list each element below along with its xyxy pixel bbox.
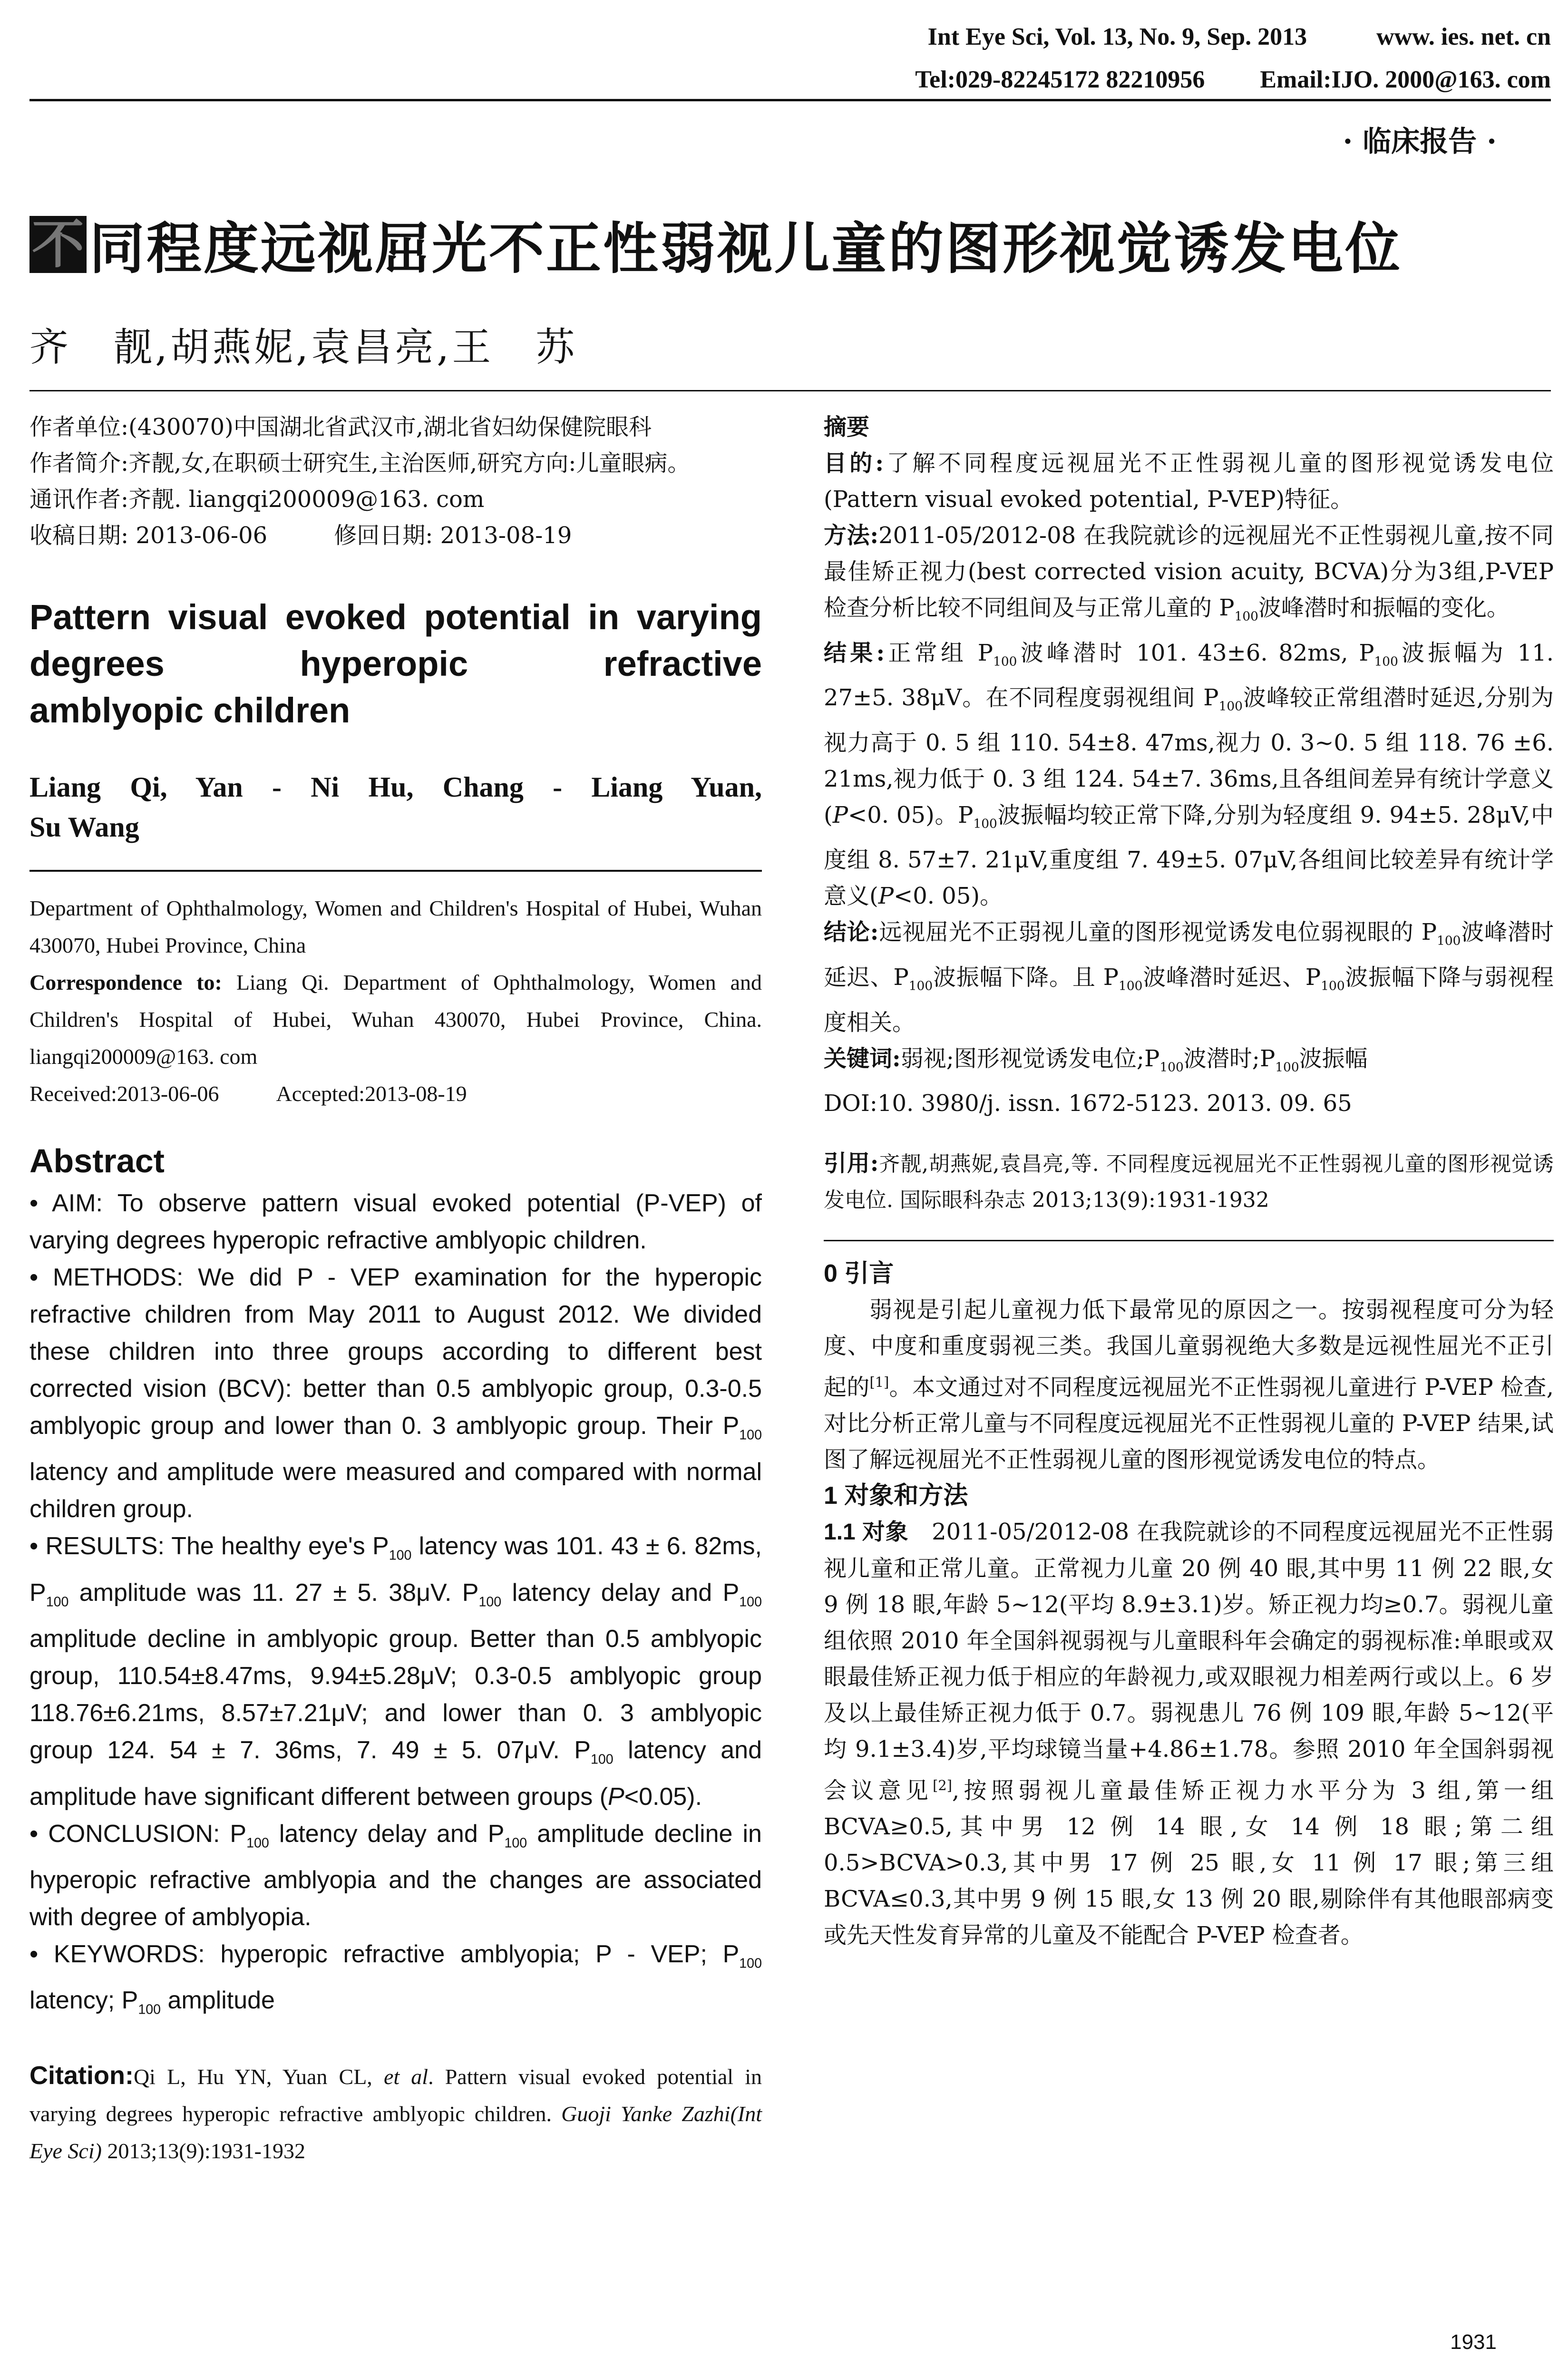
correspondence-label: Correspondence to: <box>29 970 222 994</box>
kw-text-c: amplitude <box>161 1987 275 2015</box>
citation-text-a: Qi L, Hu YN, Yuan CL, <box>133 2064 384 2089</box>
abstract-results <box>29 1528 762 1815</box>
citation-etal: et al <box>383 2064 429 2089</box>
citation-text-c: 2013;13(9):1931-1932 <box>101 2138 305 2163</box>
journal-website: www. ies. net. cn <box>1376 23 1551 50</box>
results-text-e: amplitude decline in amblyopic group. Better than 0.5 amblyopic group, 110.54±8.47ms, 9.94±5.28μV; 0.3-0.5 amblyopic group 118.76±6.21ms, 8.57±7.21μV; and lower than 0. 3 amblyopic group 124. 54 ± 7. 36ms, 7. 49 ± 5. 07μV. P <box>29 1625 762 1764</box>
sub-100: 100 <box>908 978 933 994</box>
sub-100: 100 <box>739 1427 762 1443</box>
result-cn-p: P <box>832 801 848 828</box>
sub-100: 100 <box>138 2002 161 2017</box>
sub-100: 100 <box>504 1835 527 1851</box>
concl-text-a: • CONCLUSION: P <box>29 1820 247 1848</box>
result-cn-text-a: 正常组 P <box>885 639 993 666</box>
journal-email: Email:IJO. 2000@163. com <box>1260 66 1551 93</box>
results-p: P <box>608 1783 624 1811</box>
sub-100: 100 <box>1321 978 1345 994</box>
results-text-c: amplitude was 11. 27 ± 5. 38μV. P <box>68 1578 479 1607</box>
title-en-line2: degrees hyperopic refractive <box>29 644 762 683</box>
header-rule <box>29 99 1551 101</box>
sub-100: 100 <box>1234 609 1258 624</box>
authors-en-line1: Liang Qi, Yan - Ni Hu, Chang - Liang Yuan, <box>29 771 762 803</box>
subjects-text-a: 2011-05/2012-08 在我院就诊的不同程度远视屈光不正性弱视儿童和正常儿童。正常视力儿童 20 例 40 眼,其中男 11 例 22 眼,女 9 例 18 眼,年龄 5~12(平均 8.9±3.1)岁。矫正视力均≥0.7。弱视儿童组依照 2010 年全国斜视弱视与儿童眼科年会确定的弱视标准:单眼或双眼最佳矫正视力低于相应的年龄视力,或双眼视力相差两行或以上。6 岁及以上最佳矫正视力低于 0.7。弱视患儿 76 例 109 眼,年龄 5~12(平均 9.1±3.4)岁,平均球镜当量+4.86±1.78。参照 2010 年全国斜弱视会议意见 <box>824 1519 1554 1804</box>
aim-cn-label: 目的: <box>824 450 884 477</box>
concl-cn-label: 结论: <box>824 919 879 946</box>
subjects-ref: [2] <box>933 1777 952 1794</box>
concl-cn-text-c: 波振幅下降。且 P <box>933 964 1119 991</box>
sub-100: 100 <box>1218 699 1243 714</box>
title-en <box>29 594 762 734</box>
aim-cn <box>824 445 1554 517</box>
dates-en <box>29 1075 762 1112</box>
intro-text-b: 。本文通过对不同程度远视屈光不正性弱视儿童进行 P-VEP 检查,对比分析正常儿童与不同程度远视屈光不正性弱视儿童的 P-VEP 结果,试图了解远视屈光不正性弱视儿童的图形视觉诱发电位的特点。 <box>824 1374 1554 1473</box>
dates-cn <box>29 517 762 554</box>
page-number: 1931 <box>1450 2330 1497 2354</box>
sub-100: 100 <box>973 816 997 831</box>
title-first-char: 不 <box>29 216 87 273</box>
concl-cn-text-d: 波峰潜时延迟、P <box>1142 964 1321 991</box>
result-cn-text-e: <0. 05)。P <box>848 801 974 828</box>
kw-cn-text-c: 波振幅 <box>1299 1045 1368 1072</box>
journal-contact <box>915 66 1551 94</box>
result-cn-text-b: 波峰潜时 101. 43±6. 82ms, P <box>1017 639 1374 666</box>
sub-100: 100 <box>590 1752 614 1767</box>
abstract-aim: • AIM: To observe pattern visual evoked potential (P-VEP) of varying degrees hyperopic refractive amblyopic children. <box>29 1189 762 1254</box>
result-cn-text-c: 波振幅为 11. 27±5. 38μV。在不同程度弱视组间 P <box>824 639 1554 711</box>
results-text-f: latency and amplitude have significant different between groups ( <box>29 1736 762 1811</box>
sub-100: 100 <box>739 1594 762 1610</box>
citation-label: Citation: <box>29 2061 134 2090</box>
authors-cn: 齐 靓,胡燕妮,袁昌亮,王 苏 <box>29 325 578 370</box>
received-cn: 收稿日期: 2013-06-06 <box>29 522 268 549</box>
sub-100: 100 <box>389 1548 412 1563</box>
intro-heading: 0 引言 <box>824 1260 894 1288</box>
kw-cn-text-a: 弱视;图形视觉诱发电位;P <box>900 1045 1160 1072</box>
correspondence-text: Liang Qi. Department of Ophthalmology, Women and Children's Hospital of Hubei, Wuhan 430070, Hubei Province, China. liangqi200009@163. com <box>29 970 762 1069</box>
abstract-heading: Abstract <box>29 1142 165 1179</box>
author-bio-cn: 作者简介:齐靓,女,在职硕士研究生,主治医师,研究方向:儿童眼病。 <box>29 450 691 477</box>
kw-text-a: • KEYWORDS: hyperopic refractive amblyopia; P - VEP; P <box>29 1940 740 1968</box>
cite-cn <box>824 1145 1554 1218</box>
results-text-d: latency delay and P <box>501 1578 740 1607</box>
received-en: Received:2013-06-06 <box>29 1081 219 1106</box>
intro-text <box>824 1292 1554 1478</box>
sub-100: 100 <box>993 654 1017 669</box>
subjects-text-b: ,按照弱视儿童最佳矫正视力水平分为 3 组,第一组 BCVA≥0.5,其中男 12 例 14 眼,女 14 例 18 眼;第二组 0.5>BCVA>0.3,其中男 17 例 25 眼,女 11 例 17 眼;第三组 BCVA≤0.3,其中男 9 例 15 眼,女 13 例 20 眼,剔除伴有其他眼部病变或先天性发育异常的儿童及不能配合 P-VEP 检查者。 <box>824 1777 1554 1949</box>
journal-tel: Tel:029-82245172 82210956 <box>915 66 1205 93</box>
left-column <box>29 409 762 2170</box>
citation-text-b: . Pattern visual evoked potential in varying degrees hyperopic refractive amblyopic children. <box>29 2064 762 2126</box>
journal-header <box>928 23 1551 51</box>
doi: DOI:10. 3980/j. issn. 1672-5123. 2013. 09. 65 <box>824 1090 1352 1117</box>
cite-cn-label: 引用: <box>824 1150 879 1177</box>
sub-100: 100 <box>739 1956 762 1971</box>
sub-100: 100 <box>246 1835 269 1851</box>
results-text-a: • RESULTS: The healthy eye's P <box>29 1532 389 1560</box>
result-cn-text-d: 波峰较正常组潜时延迟,分别为视力高于 0. 5 组 110. 54±8. 47ms,视力 0. 3~0. 5 组 118. 76 ±6. 21ms,视力低于 0. 3 组 124. 54±7. 36ms,且各组间差异有统计学意义( <box>824 684 1554 828</box>
concl-cn-text-b: 波峰潜时延迟、P <box>824 919 1554 991</box>
authors-en <box>29 767 762 847</box>
result-cn <box>824 635 1554 915</box>
concl-text-c: amplitude decline in hyperopic refractive amblyopia and the changes are associated with degree of amblyopia. <box>29 1820 762 1931</box>
title-rule <box>29 390 1551 391</box>
sub-100: 100 <box>1159 1060 1184 1075</box>
sub-100: 100 <box>1119 978 1143 994</box>
sub-100: 100 <box>478 1594 502 1610</box>
citation-journal: Guoji Yanke Zazhi(Int Eye Sci) <box>29 2101 762 2163</box>
sub-100: 100 <box>46 1594 69 1610</box>
kw-cn-label: 关键词: <box>824 1045 901 1072</box>
title-en-line1: Pattern visual evoked potential in varying <box>29 597 762 637</box>
abstract-methods <box>29 1259 762 1528</box>
department-en: Department of Ophthalmology, Women and Children's Hospital of Hubei, Wuhan 430070, Hubei Province, China <box>29 896 762 957</box>
abstract-keywords <box>29 1936 762 2028</box>
methods-text-b: latency and amplitude were measured and compared with normal children group. <box>29 1458 762 1523</box>
abstract-cn-heading <box>824 409 1554 445</box>
intro-ref: [1] <box>869 1374 889 1391</box>
result-cn-text-g: <0. 05)。 <box>894 883 1003 910</box>
subjects-label: 1.1 对象 <box>824 1520 909 1545</box>
method-cn-label: 方法: <box>824 522 879 549</box>
abstract-conclusion <box>29 1815 762 1936</box>
methods-text-a: • METHODS: We did P - VEP examination for the hyperopic refractive children from May 2011 to August 2012. We divided these children into three groups according to different best corrected vision (BCV): better than 0.5 amblyopic group, 0.3-0.5 amblyopic group and lower than 0. 3 amblyopic group. Their P <box>29 1264 762 1440</box>
concl-cn-text-a: 远视屈光不正弱视儿童的图形视觉诱发电位弱视眼的 P <box>878 919 1437 946</box>
revised-cn: 修回日期: 2013-08-19 <box>334 522 572 549</box>
journal-issue: Int Eye Sci, Vol. 13, No. 9, Sep. 2013 <box>927 23 1307 50</box>
results-text-g: <0.05). <box>624 1783 702 1811</box>
result-cn-text-f: 波振幅均较正常下降,分别为轻度组 9. 94±5. 28μV,中度组 8. 57±7. 21μV,重度组 7. 49±5. 07μV,各组间比较差异有统计学意义( <box>824 801 1554 910</box>
citation-en <box>29 2057 762 2170</box>
correspondence-cn: 通讯作者:齐靓. liangqi200009@163. com <box>29 486 485 513</box>
subjects-text <box>824 1514 1554 1953</box>
concl-cn-text-e: 波振幅下降与弱视程度相关。 <box>824 964 1554 1036</box>
concl-text-b: latency delay and P <box>269 1820 505 1848</box>
kw-text-b: latency; P <box>29 1987 138 2015</box>
results-text-b: latency was 101. 43 ± 6. 82ms, P <box>29 1532 762 1607</box>
correspondence-en <box>29 964 762 1075</box>
title-text: 同程度远视屈光不正性弱视儿童的图形视觉诱发电位 <box>89 216 1402 281</box>
conclusion-cn <box>824 914 1554 1040</box>
cite-cn-text: 齐靓,胡燕妮,袁昌亮,等. 不同程度远视屈光不正性弱视儿童的图形视觉诱发电位. 国际眼科杂志 2013;13(9):1931-1932 <box>824 1152 1554 1213</box>
article-title <box>29 205 1402 284</box>
method-cn-text-a: 2011-05/2012-08 在我院就诊的远视屈光不正性弱视儿童,按不同最佳矫正视力(best corrected vision acuity, BCVA)分为3组,P-VEP 检查分析比较不同组间及与正常儿童的 P <box>824 522 1554 621</box>
method-cn <box>824 517 1554 635</box>
sub-100: 100 <box>1275 1060 1299 1075</box>
result-cn-p: P <box>878 883 894 910</box>
affiliation-cn: 作者单位:(430070)中国湖北省武汉市,湖北省妇幼保健院眼科 <box>29 414 652 440</box>
sub-100: 100 <box>1437 933 1461 948</box>
methods-heading: 1 对象和方法 <box>824 1482 968 1510</box>
right-column <box>824 409 1554 1953</box>
sub-100: 100 <box>1374 654 1398 669</box>
intro-text-a: 弱视是引起儿童视力低下最常见的原因之一。按弱视程度可分为轻度、中度和重度弱视三类。我国儿童弱视绝大多数是远视性屈光不正引起的 <box>824 1296 1554 1401</box>
abstract-cn-label: 摘要 <box>824 414 870 440</box>
keywords-cn <box>824 1041 1554 1086</box>
kw-cn-text-b: 波潜时;P <box>1183 1045 1276 1072</box>
result-cn-label: 结果: <box>824 639 885 666</box>
aim-cn-text: 了解不同程度远视屈光不正性弱视儿童的图形视觉诱发电位(Pattern visual evoked potential, P-VEP)特征。 <box>824 450 1554 513</box>
accepted-en: Accepted:2013-08-19 <box>276 1081 467 1106</box>
authors-en-line2: Su Wang <box>29 811 139 843</box>
method-cn-text-b: 波峰潜时和振幅的变化。 <box>1258 594 1510 621</box>
title-en-line3: amblyopic children <box>29 691 351 730</box>
section-tag: · 临床报告 · <box>1343 125 1497 158</box>
